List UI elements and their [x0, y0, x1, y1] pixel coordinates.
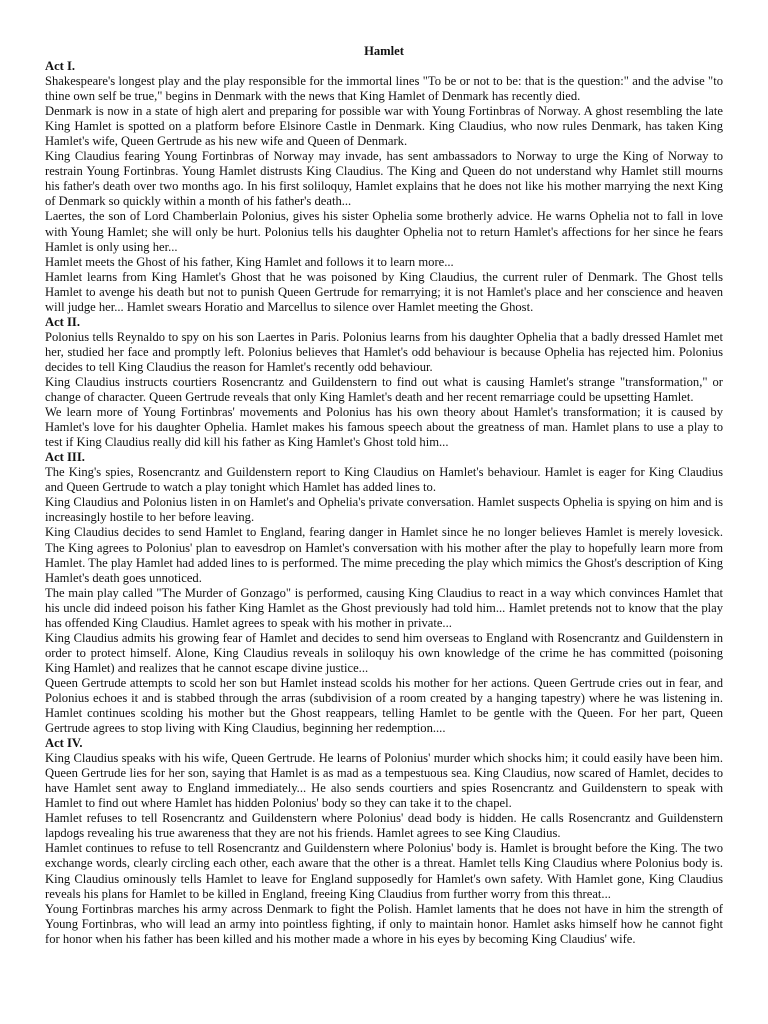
act-section-1 [45, 59, 723, 315]
paragraph: Queen Gertrude attempts to scold her son but Hamlet instead scolds his mother for her actions. Queen Gertrude cries out in fear, and Polonius echoes it and is stabbed through the arras (subdivision of a room created by a hanging tapestry) where he was listening in. Hamlet continues scolding his mother but the Ghost reappears, telling Hamlet to be gentle with the Queen. For her part, Queen Gertrude agrees to stop living with King Claudius, beginning her redemption.... [45, 675, 723, 736]
act-heading: Act III. [45, 450, 85, 465]
paragraph: Denmark is now in a state of high alert and preparing for possible war with Young Fortinbras of Norway. A ghost resembling the late King Hamlet is spotted on a platform before Elsinore Castle in Denmark. King Claudius, who now rules Denmark, has taken King Hamlet's wife, Queen Gertrude as his new wife and Queen of Denmark. [45, 104, 723, 149]
act-section-2 [45, 315, 723, 450]
paragraph: The King's spies, Rosencrantz and Guildenstern report to King Claudius on Hamlet's behaviour. Hamlet is eager for King Claudius and Queen Gertrude to watch a play tonight which Hamlet has added lines to. [45, 465, 723, 495]
paragraph: King Claudius fearing Young Fortinbras of Norway may invade, has sent ambassadors to Norway to urge the King of Norway to restrain Young Fortinbras. Young Hamlet distrusts King Claudius. The King and Queen do not understand why Hamlet still mourns his father's death over two months ago. In his first soliloquy, Hamlet explains that he does not like his mother marrying the next King of Denmark so quickly within a month of his father's death... [45, 149, 723, 209]
act-section-3 [45, 450, 723, 736]
paragraph: The main play called "The Murder of Gonzago" is performed, causing King Claudius to react in a way which convinces Hamlet that his uncle did indeed poison his father King Hamlet as the Ghost previously had told him... Hamlet pretends not to know that the play has offended King Claudius. Hamlet agrees to speak with his mother in private... [45, 585, 723, 630]
act-section-4 [45, 736, 723, 947]
paragraph: Young Fortinbras marches his army across Denmark to fight the Polish. Hamlet laments that he does not have in him the strength of Young Fortinbras, who will lead an army into pointless fighting, if only to maintain honor. Hamlet asks himself how he cannot fight for honor when his father has been killed and his mother made a whore in his eyes by becoming King Claudius' wife. [45, 901, 723, 946]
paragraph: Hamlet continues to refuse to tell Rosencrantz and Guildenstern where Polonius' body is. Hamlet is brought before the King. The two exchange words, clearly circling each other, each aware that the other is a threat. Hamlet tells King Claudius where Polonius body is. King Claudius ominously tells Hamlet to leave for England supposedly for Hamlet's own safety. With Hamlet gone, King Claudius reveals his plans for Hamlet to be killed in England, freeing King Claudius from further worry from this threat... [45, 841, 723, 901]
paragraph: Shakespeare's longest play and the play responsible for the immortal lines "To be or not to be: that is the question:" and the advise "to thine own self be true," begins in Denmark with the news that King Hamlet of Denmark has recently died. [45, 74, 723, 104]
paragraph: King Claudius speaks with his wife, Queen Gertrude. He learns of Polonius' murder which shocks him; it could easily have been him. Queen Gertrude lies for her son, saying that Hamlet is as mad as a tempestuous sea. King Claudius, now scared of Hamlet, decides to have Hamlet sent away to England immediately... He also sends courtiers and spies Rosencrantz and Guildenstern to speak with Hamlet to find out where Hamlet has hidden Polonius' body so they can take it to the chapel. [45, 751, 723, 811]
act-heading: Act IV. [45, 736, 83, 751]
paragraph: Polonius tells Reynaldo to spy on his son Laertes in Paris. Polonius learns from his daughter Ophelia that a badly dressed Hamlet met her, studied her face and promptly left. Polonius believes that Hamlet's odd behaviour is because Ophelia has rejected him. Polonius decides to tell King Claudius the reason for Hamlet's recently odd behaviour. [45, 329, 723, 374]
paragraph: Hamlet meets the Ghost of his father, King Hamlet and follows it to learn more... [45, 254, 454, 269]
paragraph: Laertes, the son of Lord Chamberlain Polonius, gives his sister Ophelia some brotherly advice. He warns Ophelia not to fall in love with Young Hamlet; she will only be hurt. Polonius tells his daughter Ophelia not to return Hamlet's affections for her since he fears Hamlet is only using her... [45, 209, 723, 254]
paragraph: King Claudius instructs courtiers Rosencrantz and Guildenstern to find out what is causing Hamlet's strange "transformation," or change of character. Queen Gertrude reveals that only King Hamlet's death and her recent remarriage could be upsetting Hamlet. [45, 374, 723, 405]
paragraph: Hamlet learns from King Hamlet's Ghost that he was poisoned by King Claudius, the current ruler of Denmark. The Ghost tells Hamlet to avenge his death but not to punish Queen Gertrude for remarrying; it is not Hamlet's place and her conscience and heaven will judge her... Hamlet swears Horatio and Marcellus to silence over Hamlet meeting the Ghost. [45, 269, 723, 314]
paragraph: King Claudius decides to send Hamlet to England, fearing danger in Hamlet since he no longer believes Hamlet is merely lovesick. The King agrees to Polonius' plan to eavesdrop on Hamlet's conversation with his mother after the play to hopefully learn more from Hamlet. The play Hamlet had added lines to is performed. The mime preceding the play which mimics the Ghost's description of King Hamlet's death goes unnoticed. [45, 525, 723, 585]
act-heading: Act I. [45, 59, 76, 73]
paragraph: Hamlet refuses to tell Rosencrantz and Guildenstern where Polonius' dead body is hidden. He calls Rosencrantz and Guildenstern lapdogs revealing his true awareness that they are not his friends. Hamlet agrees to see King Claudius. [45, 811, 723, 841]
document-title: Hamlet [364, 44, 404, 58]
document-page [45, 44, 723, 947]
paragraph: We learn more of Young Fortinbras' movements and Polonius has his own theory about Hamlet's transformation; it is caused by Hamlet's love for his daughter Ophelia. Hamlet makes his famous speech about the greatness of man. Hamlet plans to use a play to test if King Claudius really did kill his father as King Hamlet's Ghost told him... [45, 405, 723, 450]
paragraph: King Claudius admits his growing fear of Hamlet and decides to send him overseas to England with Rosencrantz and Guildenstern in order to protect himself. Alone, King Claudius reveals in soliloquy his own knowledge of the crime he has committed (poisoning King Hamlet) and realizes that he cannot escape divine justice... [45, 630, 723, 675]
act-heading: Act II. [45, 314, 80, 329]
paragraph: King Claudius and Polonius listen in on Hamlet's and Ophelia's private conversation. Hamlet suspects Ophelia is spying on him and is increasingly hostile to her before leaving. [45, 495, 723, 525]
